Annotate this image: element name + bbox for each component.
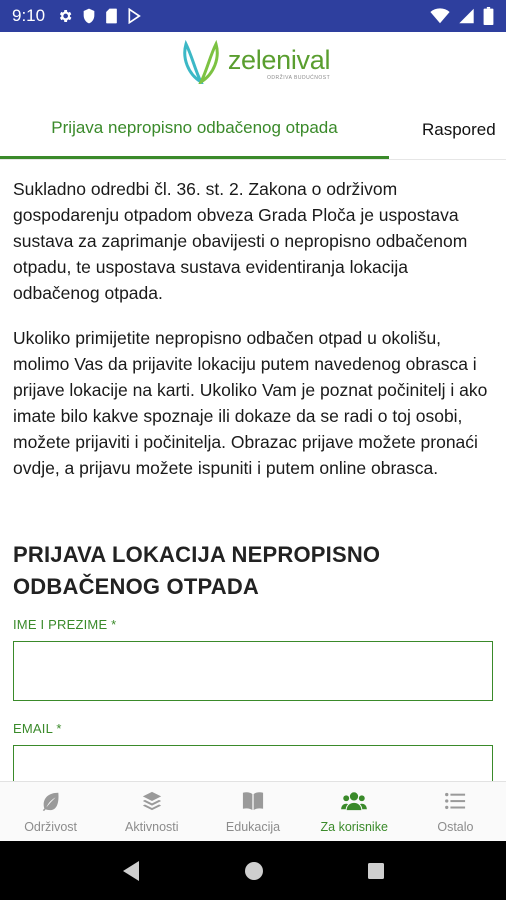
nav-item-za-korisnike[interactable] [304,782,405,841]
nav-item-ostalo[interactable] [405,782,506,841]
layers-icon [141,790,163,820]
page-content[interactable] [0,160,506,781]
form-title: PRIJAVA LOKACIJA NEPROPISNO ODBAČENOG OTPADA [13,542,381,599]
nav-label: Edukacija [225,819,281,834]
app-header [0,32,506,96]
nav-label: Ostalo [437,819,474,834]
back-icon[interactable] [121,860,141,882]
logo-text: zelenival [227,45,331,75]
logo-subtext: ODRŽIVA BUDUĆNOST [267,75,331,81]
recents-icon[interactable] [367,862,385,880]
app-logo[interactable] [180,40,330,89]
users-icon [341,790,367,820]
name-field-label: IME I PREZIME * [13,617,117,632]
book-icon [241,790,265,820]
logo-mark-icon [180,40,222,89]
status-system-icons [430,7,494,25]
nav-label: Aktivnosti [125,819,179,834]
nav-item-aktivnosti[interactable] [101,782,202,841]
tab-bar [0,100,506,160]
email-field[interactable] [13,745,493,781]
email-field-label: EMAIL * [13,721,62,736]
signal-icon [458,8,475,24]
shield-icon [82,8,96,24]
play-store-icon [127,8,141,24]
system-navigation-bar [0,841,506,900]
name-field[interactable] [13,641,493,701]
status-notification-icons [57,8,141,24]
list-icon [444,790,466,820]
wifi-icon [430,8,450,24]
home-icon[interactable] [244,861,264,881]
nav-item-odrzivost[interactable] [0,782,101,841]
tab-schedule[interactable]: Raspored [422,120,496,139]
instructions-paragraph: Ukoliko primijetite nepropisno odbačen otpad u okolišu, molimo Vas da prijavite lokaciju putem navedenog obrasca i prijave lokacije na karti. Ukoliko Vam je poznat počinitelj i ako imate bilo kakve spoznaje ili dokaze da se radi o toj osobi, možete prijaviti i počinitelja. Obrazac prijave možete pronaći ovdje, a prijavu možete ispuniti i putem online obrasca. [13,328,488,478]
intro-paragraph: Sukladno odredbi čl. 36. st. 2. Zakona o održivom gospodarenju otpadom obveza Grada Ploča je uspostava sustava za zaprimanje obavijesti o nepropisno odbačenom otpadu, te uspostava sustava evidentiranja lokacija odbačenog otpada. [13,179,468,303]
bottom-navigation [0,781,506,841]
sim-card-icon [105,8,118,24]
nav-label: Za korisnike [320,819,388,834]
status-time: 9:10 [12,6,46,25]
nav-label: Održivost [24,819,77,834]
tab-report-waste[interactable]: Prijava nepropisno odbačenog otpada [0,100,389,160]
nav-item-edukacija[interactable] [202,782,303,841]
leaf-icon [40,790,62,820]
status-bar [0,0,506,32]
gear-icon [57,8,73,24]
battery-icon [483,7,494,25]
